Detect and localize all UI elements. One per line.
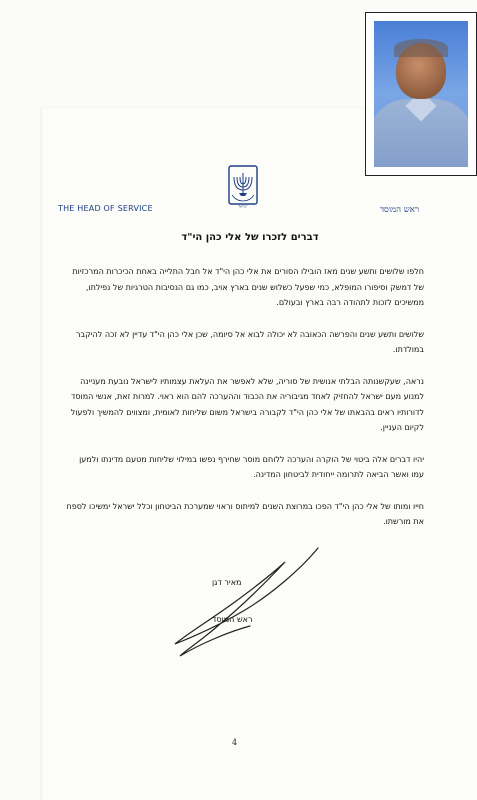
paragraph: חייו ומותו של אלי כהן הי"ד הפכו במרוצת השנים למיתוס וראוי שמערכת הביטחון וכלל ישראל ימשיכו לספח את מורשתו. — [66, 501, 424, 526]
handwritten-signature — [150, 540, 330, 660]
paragraph: שלושים ותשע שנים והפרשה הכאובה לא יכולה לבוא אל סיומה, שכן אלי כהן הי"ד עדיין לא זכה להיקבר במולדתו. — [75, 329, 424, 354]
letter-body — [64, 264, 424, 546]
paragraph: נראה, שעקשנותה הבלתי אנושית של סוריה, שלא לאפשר את העלאת עצמותיו לישראל נובעת מעניינה למנוע מעם ישראל להחזיק לאחד מגיבוריה את הכבוד וההערכה להם הוא ראוי. למרות זאת, אנשי המוסד לדורותיו ראים בהבאתו של אלי כהן הי"ד לקבורה בישראל משום שליחות לאומית, ומצווים להמשיך ולפעול לקיום העניין. — [70, 376, 424, 432]
header-hebrew-label: ראש המוסד — [379, 205, 419, 215]
letter-title: דברים לזכרו של אלי כהן הי"ד — [181, 232, 319, 243]
portrait-frame — [365, 12, 477, 176]
page-number: 4 — [232, 738, 238, 747]
paragraph: יהיו דברים אלה ביטוי של הוקרה והערכה ללוחם מוסר שחירף נפשו במילוי שליחות מטעם מדינתו ולמען עמו ואשר הביאה לתרומה ייחודית לביטחון המדינה. — [79, 454, 424, 479]
menorah-emblem-icon — [228, 165, 258, 209]
paragraph: חלפו שלושים ותשע שנים מאז הובילו הסורים את אלי כהן הי"ד אל חבל התלייה באחת הכיכרות המרכזיות של דמשק וסיפורו המופלא, כמי שפעל כשלוש שנים בארץ אויב, כמו גם הנסיבות הטרגיות של נפילתו, ממשיכים לזכות לתהודה רבה בארץ ובעולם. — [72, 267, 424, 307]
signatory-name: מאיר דגן — [212, 578, 242, 587]
emblem-caption: ישראל — [238, 204, 248, 209]
portrait-photo — [374, 21, 468, 167]
signatory-role: ראש המוסד — [212, 615, 253, 624]
header-english-label: THE HEAD OF SERVICE — [58, 204, 153, 213]
